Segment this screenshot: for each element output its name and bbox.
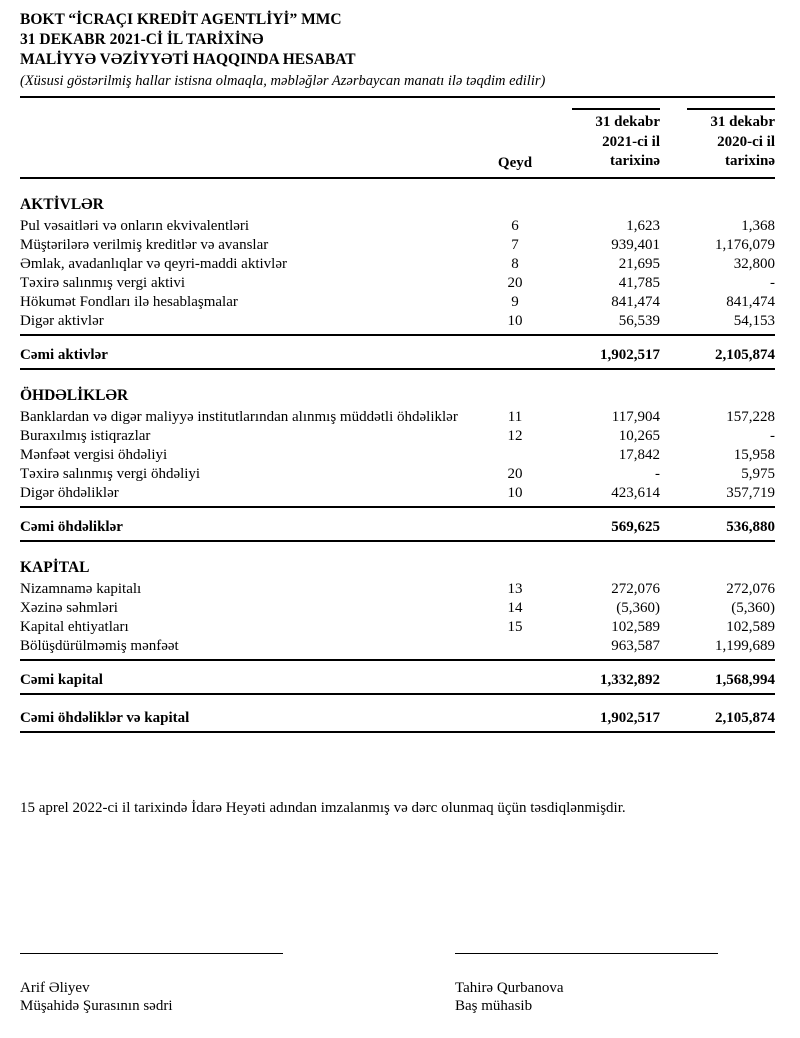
table-row [20, 236, 775, 255]
signatory-title: Müşahidə Şurasının sədri [20, 998, 173, 1015]
row-note-ref: 9 [511, 293, 519, 310]
divider [20, 693, 775, 695]
total-value-2020: 1,568,994 [715, 671, 775, 688]
currency-note: (Xüsusi göstərilmiş hallar istisna olmaqla, məbləğlər Azərbaycan manatı ilə təqdim edilir) [20, 73, 546, 90]
row-value-2021: 17,842 [618, 446, 660, 463]
statement-title: MALİYYƏ VƏZİYYƏTİ HAQQINDA HESABAT [20, 50, 356, 68]
row-value-2020: 54,153 [733, 312, 775, 329]
grand-total-value-2021: 1,902,517 [600, 709, 660, 726]
table-row [20, 465, 775, 484]
signature-left [20, 953, 283, 1015]
row-value-2020: - [770, 274, 775, 291]
section-title-liabilities: ÖHDƏLİKLƏR [20, 386, 129, 404]
row-value-2020: 15,958 [733, 446, 775, 463]
total-note-ref [475, 518, 555, 537]
row-label: Kapital ehtiyatları [20, 618, 129, 635]
total-value-2021: 569,625 [611, 518, 660, 535]
company-name: BOKT “İCRAÇI KREDİT AGENTLİYİ” MMC [20, 11, 342, 28]
divider [20, 731, 775, 733]
table-row [20, 484, 775, 503]
row-note-ref [475, 446, 555, 465]
table-row [20, 274, 775, 293]
total-note-ref [475, 671, 555, 690]
row-label: Digər aktivlər [20, 312, 104, 329]
row-label: Pul vəsaitləri və onların ekvivalentləri [20, 217, 250, 234]
row-value-2020: 102,589 [726, 618, 775, 635]
section-title-equity: KAPİTAL [20, 558, 90, 576]
divider [20, 506, 775, 508]
row-value-2021: 56,539 [618, 312, 660, 329]
total-row-equity [20, 671, 775, 690]
column-header-2020: 31 dekabr 2020-ci il tarixinə [687, 108, 775, 172]
row-label: Təxirə salınmış vergi aktivi [20, 274, 186, 291]
column-2020 [660, 108, 775, 172]
signature-line [20, 953, 283, 954]
row-label: Hökumət Fondları ilə hesablaşmalar [20, 293, 238, 310]
grand-total-row [20, 709, 775, 728]
column-header-qeyd: Qeyd [497, 154, 533, 171]
table-row [20, 312, 775, 331]
row-label: Əmlak, avadanlıqlar və qeyri-maddi aktivlər [20, 255, 287, 272]
table-row [20, 599, 775, 618]
row-label: Təxirə salınmış vergi öhdəliyi [20, 465, 201, 482]
table-row [20, 618, 775, 637]
row-value-2020: 1,368 [741, 217, 775, 234]
row-value-2020: 157,228 [726, 408, 775, 425]
row-value-2020: 32,800 [733, 255, 775, 272]
row-value-2021: 963,587 [611, 637, 660, 654]
divider [20, 334, 775, 336]
row-note-ref: 14 [507, 599, 523, 616]
row-note-ref: 10 [507, 484, 523, 501]
column-header-2021: 31 dekabr 2021-ci il tarixinə [572, 108, 660, 172]
signature-block [20, 953, 775, 1015]
row-value-2021: (5,360) [616, 599, 660, 616]
row-value-2021: 41,785 [618, 274, 660, 291]
table-row [20, 217, 775, 236]
row-note-ref: 10 [507, 312, 523, 329]
row-note-ref: 15 [507, 618, 523, 635]
row-label: Banklardan və digər maliyyə institutlarından alınmış müddətli öhdəliklər [20, 408, 458, 425]
row-value-2020: 357,719 [726, 484, 775, 501]
row-label: Digər öhdəliklər [20, 484, 119, 501]
section-title-assets: AKTİVLƏR [20, 195, 104, 213]
signatory-title: Baş mühasib [455, 998, 533, 1015]
divider [20, 659, 775, 661]
total-note-ref [475, 346, 555, 365]
grand-total-note-ref [475, 709, 555, 728]
row-note-ref: 6 [511, 217, 519, 234]
total-label: Cəmi kapital [20, 671, 103, 688]
document-header [20, 10, 775, 98]
table-row [20, 580, 775, 599]
row-value-2021: 841,474 [611, 293, 660, 310]
table-row [20, 637, 775, 656]
row-label: Buraxılmış istiqrazlar [20, 427, 151, 444]
row-value-2020: - [770, 427, 775, 444]
row-note-ref: 8 [511, 255, 519, 272]
total-value-2020: 536,880 [726, 518, 775, 535]
signature-line [455, 953, 718, 954]
total-label: Cəmi aktivlər [20, 346, 108, 363]
row-value-2020: 272,076 [726, 580, 775, 597]
table-row [20, 293, 775, 312]
row-label: Mənfəət vergisi öhdəliyi [20, 446, 168, 463]
total-row-liabilities [20, 518, 775, 537]
row-note-ref [475, 637, 555, 656]
row-note-ref: 20 [507, 465, 523, 482]
row-note-ref: 7 [511, 236, 519, 253]
row-value-2021: 102,589 [611, 618, 660, 635]
row-label: Bölüşdürülməmiş mənfəət [20, 637, 179, 654]
row-note-ref: 12 [507, 427, 523, 444]
row-value-2021: 117,904 [611, 408, 660, 425]
total-value-2021: 1,332,892 [600, 671, 660, 688]
total-label: Cəmi öhdəliklər [20, 518, 123, 535]
row-value-2020: 1,199,689 [715, 637, 775, 654]
statement-date-line: 31 DEKABR 2021-Cİ İL TARİXİNƏ [20, 30, 264, 48]
row-note-ref: 11 [507, 408, 523, 425]
signatory-name: Tahirə Qurbanova [455, 980, 564, 997]
table-row [20, 255, 775, 274]
row-label: Müştərilərə verilmiş kreditlər və avanslar [20, 236, 269, 253]
total-row-assets [20, 346, 775, 365]
signature-right [455, 953, 718, 1015]
row-value-2020: 841,474 [726, 293, 775, 310]
row-value-2021: - [655, 465, 660, 482]
column-2021 [555, 108, 660, 172]
row-value-2021: 1,623 [626, 217, 660, 234]
signatory-name: Arif Əliyev [20, 980, 90, 997]
total-value-2021: 1,902,517 [600, 346, 660, 363]
grand-total-value-2020: 2,105,874 [715, 709, 775, 726]
row-value-2021: 939,401 [611, 236, 660, 253]
total-value-2020: 2,105,874 [715, 346, 775, 363]
row-value-2021: 21,695 [618, 255, 660, 272]
row-label: Xəzinə səhmləri [20, 599, 118, 616]
divider [20, 368, 775, 370]
row-value-2021: 10,265 [618, 427, 660, 444]
row-value-2020: 1,176,079 [715, 236, 775, 253]
row-label: Nizamnamə kapitalı [20, 580, 142, 597]
table-row [20, 427, 775, 446]
row-value-2021: 272,076 [611, 580, 660, 597]
row-note-ref: 20 [507, 274, 523, 291]
divider [20, 540, 775, 542]
approval-statement: 15 aprel 2022-ci il tarixində İdarə Heyəti adından imzalanmış və dərc olunmaq üçün təsdiqlənmişdir. [20, 799, 626, 816]
row-note-ref: 13 [507, 580, 523, 597]
table-row [20, 408, 775, 427]
grand-total-label: Cəmi öhdəliklər və kapital [20, 709, 190, 726]
table-header-row [20, 108, 775, 179]
row-value-2020: (5,360) [731, 599, 775, 616]
row-value-2021: 423,614 [611, 484, 660, 501]
table-row [20, 446, 775, 465]
row-value-2020: 5,975 [741, 465, 775, 482]
